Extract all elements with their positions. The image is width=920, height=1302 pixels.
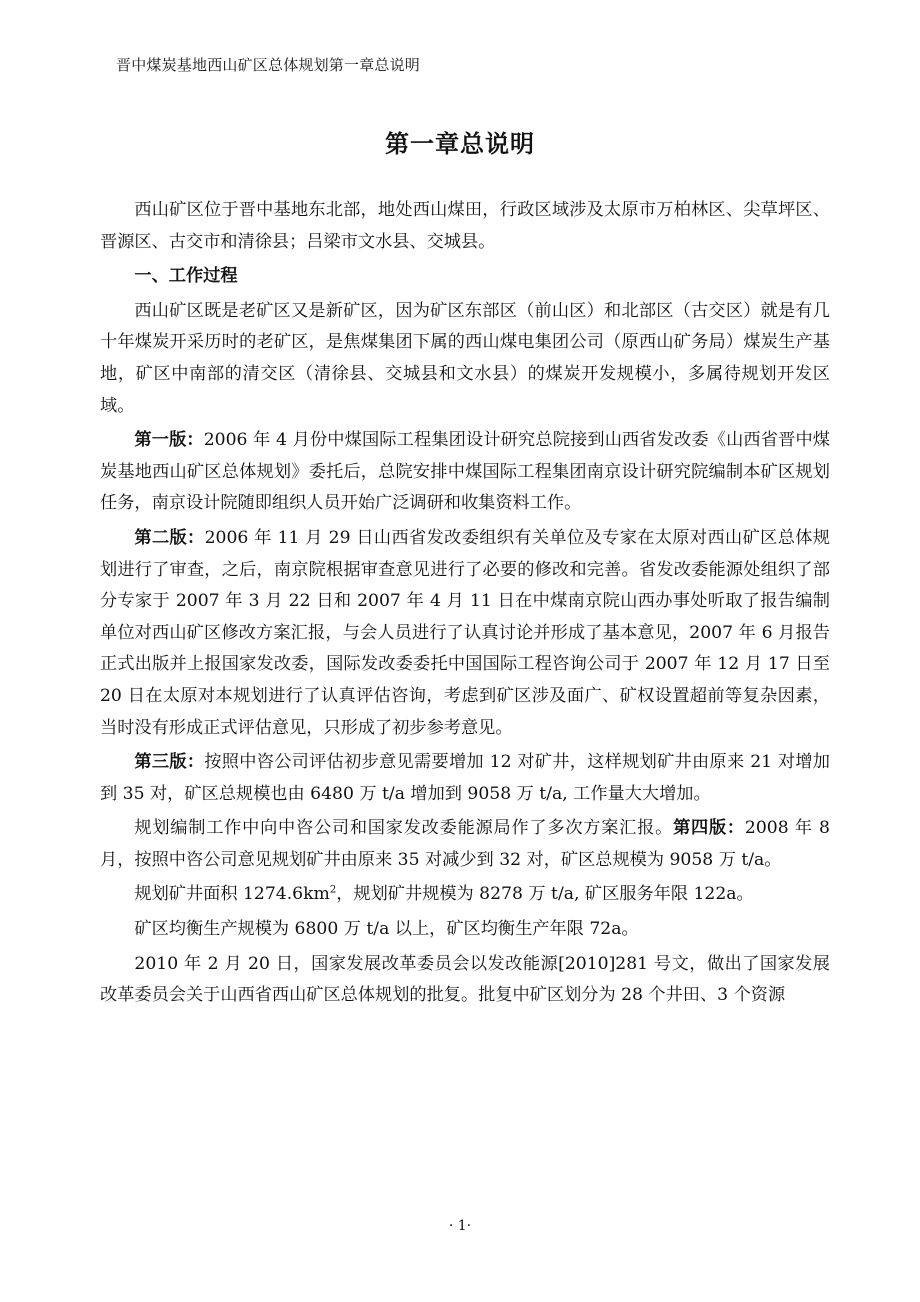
version-4-label: 第四版：	[673, 818, 745, 839]
version-3-label: 第三版：	[134, 752, 205, 773]
chapter-title: 第一章总说明	[385, 129, 535, 158]
version-4-intro: 规划编制工作中向中咨公司和国家发改委能源局作了多次方案汇报。	[134, 818, 674, 839]
version-4-text: 2008 年 8 月，按照中咨公司意见规划矿井由原来 35 对减少到 32 对，矿区总规模为 9058 万 t/a。	[100, 818, 830, 870]
paragraph-approval: 2010 年 2 月 20 日，国家发展改革委员会以发改能源[2010]281 号文，做出了国家发展改革委员会关于山西省西山矿区总体规划的批复。批复中矿区划分为 28 个井田、3 个资源	[100, 953, 830, 1006]
paragraph-version-3	[100, 747, 830, 810]
paragraph-mining-area-history: 西山矿区既是老矿区又是新矿区，因为矿区东部区（前山区）和北部区（古交区）就是有几十年煤炭开采历时的老矿区，是焦煤集团下属的西山煤电集团公司（原西山矿务局）煤炭生产基地，矿区中南部的清交区（清徐县、交城县和文水县）的煤炭开发规模小，多属待规划开发区域。	[100, 300, 830, 416]
page-number: · 1·	[448, 1218, 472, 1234]
version-3-text: 按照中咨公司评估初步意见需要增加 12 对矿井，这样规划矿井由原来 21 对增加到 35 对，矿区总规模也由 6480 万 t/a 增加到 9058 万 t/a, 工作量大大增加。	[100, 752, 830, 804]
document-body	[100, 195, 830, 1015]
version-1-text: 2006 年 4 月份中煤国际工程集团设计研究总院接到山西省发改委《山西省晋中煤炭基地西山矿区总体规划》委托后，总院安排中煤国际工程集团南京设计研究院编制本矿区规划任务，南京设计院随即组织人员开始广泛调研和收集资料工作。	[100, 430, 830, 514]
paragraph-balanced-production: 矿区均衡生产规模为 6800 万 t/a 以上，矿区均衡生产年限 72a。	[134, 919, 639, 940]
section-heading-work-process: 一、工作过程	[134, 266, 238, 287]
running-header: 晋中煤炭基地西山矿区总体规划第一章总说明	[116, 56, 421, 74]
version-2-label: 第二版：	[134, 527, 205, 548]
intro-paragraph: 西山矿区位于晋中基地东北部，地处西山煤田，行政区域涉及太原市万柏林区、尖草坪区、晋源区、古交市和清徐县；吕梁市文水县、交城县。	[100, 200, 830, 252]
area-unit-superscript: 2	[329, 884, 337, 896]
paragraph-version-2	[100, 523, 830, 744]
paragraph-version-1	[100, 425, 830, 520]
paragraph-version-4	[100, 813, 830, 876]
version-1-label: 第一版：	[134, 430, 204, 451]
version-2-text: 2006 年 11 月 29 日山西省发改委组织有关单位及专家在太原对西山矿区总体规划进行了审查，之后，南京院根据审查意见进行了必要的修改和完善。省发改委能源处组织了部分专家于 2007 年 3 月 22 日和 2007 年 4 月 11 日在中煤南京院山西办事处听取了报告编制单位对西山矿区修改方案汇报，与会人员进行了认真讨论并形成了基本意见，2007 年 6 月报告正式出版并上报国家发改委，国际发改委委托中国国际工程咨询公司于 2007 年 12 月 17 日至 20 日在太原对本规划进行了认真评估咨询，考虑到矿区涉及面广、矿权设置超前等复杂因素，当时没有形成正式评估意见，只形成了初步参考意见。	[100, 527, 830, 738]
paragraph-planned-area	[100, 879, 830, 911]
planned-scale-text: ，规划矿井规模为 8278 万 t/a, 矿区服务年限 122a。	[336, 884, 754, 905]
planned-area-text: 规划矿井面积 1274.6km	[134, 884, 330, 905]
